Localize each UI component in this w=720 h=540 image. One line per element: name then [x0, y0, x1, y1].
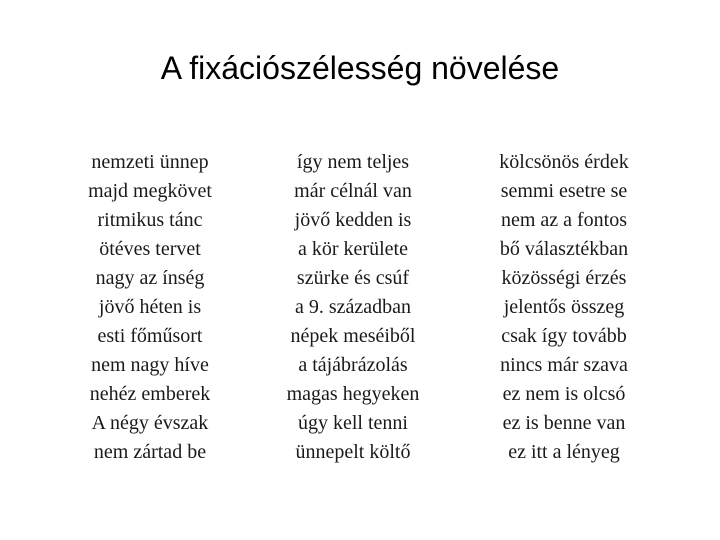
phrase: a tájábrázolás	[298, 354, 408, 376]
phrase: már célnál van	[294, 180, 412, 202]
phrase: nemzeti ünnep	[91, 151, 209, 173]
phrase: jövő kedden is	[294, 209, 412, 231]
phrase-column-3	[466, 148, 662, 467]
phrase: úgy kell tenni	[298, 412, 408, 434]
phrase: jövő héten is	[98, 296, 202, 318]
phrase: nem nagy híve	[91, 354, 209, 376]
phrase: ez itt a lényeg	[508, 441, 620, 463]
phrase: szürke és csúf	[296, 267, 410, 289]
phrase: ez nem is olcsó	[502, 383, 626, 405]
phrase: A négy évszak	[91, 412, 209, 434]
slide-title: A fixációszélesség növelése	[160, 50, 560, 86]
phrase: nem az a fontos	[500, 209, 628, 231]
phrase: nincs már szava	[500, 354, 628, 376]
phrase: ünnepelt költő	[295, 441, 411, 463]
phrase: csak így tovább	[501, 325, 627, 347]
phrase: nehéz emberek	[89, 383, 211, 405]
phrase: magas hegyeken	[286, 383, 420, 405]
phrase: kölcsönös érdek	[499, 151, 629, 173]
phrase: ötéves tervet	[99, 238, 201, 260]
phrase: nagy az ínség	[95, 267, 205, 289]
phrase: bő választékban	[499, 238, 629, 260]
phrase: majd megkövet	[88, 180, 212, 202]
phrase: közösségi érzés	[501, 267, 627, 289]
phrase: jelentős összeg	[503, 296, 625, 318]
phrase: a 9. században	[294, 296, 412, 318]
phrase-column-2	[255, 148, 451, 467]
phrase: a kör kerülete	[298, 238, 408, 260]
phrase-column-1	[52, 148, 248, 467]
phrase: semmi esetre se	[500, 180, 628, 202]
phrase: nem zártad be	[93, 441, 207, 463]
phrase: így nem teljes	[296, 151, 410, 173]
phrase: népek meséiből	[290, 325, 416, 347]
phrase: ritmikus tánc	[97, 209, 203, 231]
phrase: ez is benne van	[502, 412, 626, 434]
phrase: esti főműsort	[97, 325, 203, 347]
